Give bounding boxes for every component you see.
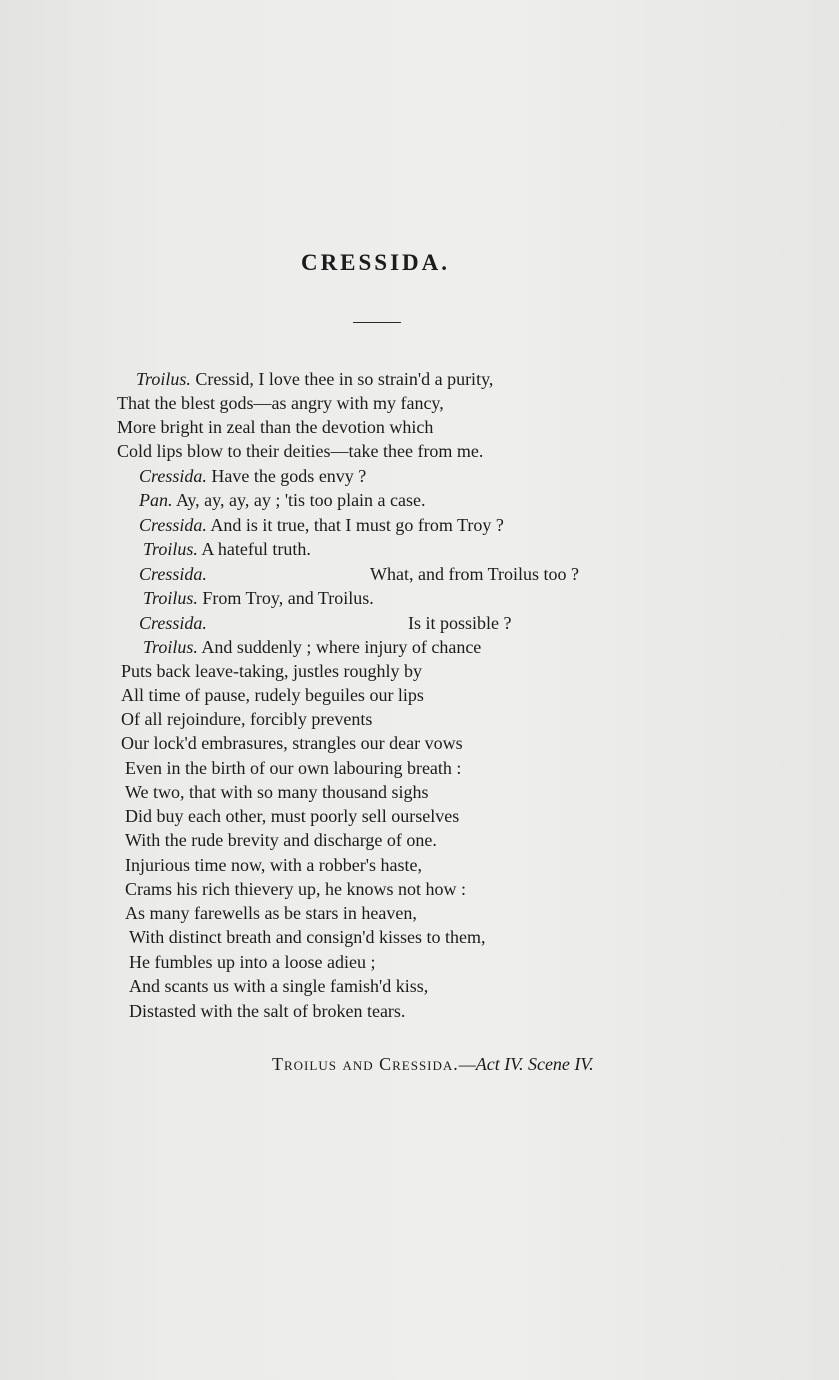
source-dash: — [458,1055,476,1074]
source-citation [272,1054,594,1075]
verse-line [129,974,428,998]
verse-line [136,367,493,391]
speaker-name: Troilus. [136,369,191,389]
line-cue-text: What, and from Troilus too ? [370,564,579,584]
speaker-name: Cressida. [139,613,207,633]
verse-line [143,586,374,610]
line-text: And scants us with a single famish'd kiss, [129,976,429,996]
verse-line [125,901,417,925]
verse-line [125,756,461,780]
verse-line [117,391,444,415]
line-text: Crams his rich thievery up, he knows not how : [125,879,466,899]
line-text: More bright in zeal than the devotion which [117,417,434,437]
verse-line [121,731,463,755]
line-text: And suddenly ; where injury of chance [197,637,482,657]
verse-line [121,659,422,683]
line-text: With the rude brevity and discharge of one. [125,830,437,850]
verse-line [139,513,504,537]
line-text: Ay, ay, ay, ay ; 'tis too plain a case. [172,490,426,510]
speaker-name: Troilus. [143,637,198,657]
verse-line [117,439,483,463]
line-text: And is it true, that I must go from Troy ? [206,515,504,535]
title-rule [353,322,401,323]
verse-line [139,611,207,635]
speaker-name: Cressida. [139,515,207,535]
line-text: We two, that with so many thousand sighs [125,782,429,802]
source-act-scene: Act IV. Scene IV. [475,1054,594,1074]
line-text: Puts back leave-taking, justles roughly by [121,661,422,681]
speaker-name: Cressida. [139,564,207,584]
verse-line [139,488,426,512]
line-text: With distinct breath and consign'd kisses to them, [129,927,486,947]
line-text: Even in the birth of our own labouring breath : [125,758,462,778]
verse-line [129,999,405,1023]
line-cue-text: Is it possible ? [408,613,512,633]
speaker-name: Troilus. [143,539,198,559]
verse-line [125,828,437,852]
line-text: Distasted with the salt of broken tears. [129,1001,406,1021]
line-text: Cressid, I love thee in so strain'd a purity, [190,369,494,389]
speaker-name: Cressida. [139,466,207,486]
line-text: As many farewells as be stars in heaven, [125,903,417,923]
verse-line [139,562,207,586]
verse-line [125,877,466,901]
verse-line [117,415,433,439]
line-text: Of all rejoindure, forcibly prevents [121,709,373,729]
line-text: Did buy each other, must poorly sell ourselves [125,806,460,826]
verse-line [129,925,485,949]
line-text: From Troy, and Troilus. [197,588,374,608]
page-title: CRESSIDA. [300,250,451,275]
verse-line [125,780,429,804]
speaker-name: Troilus. [143,588,198,608]
verse-line [139,464,366,488]
verse-line [143,537,311,561]
speaker-name: Pan. [139,490,173,510]
verse-line [121,707,372,731]
line-text: Have the gods envy ? [206,466,367,486]
verse-line [129,950,375,974]
verse-line [121,683,424,707]
line-text: He fumbles up into a loose adieu ; [129,952,376,972]
line-text: A hateful truth. [197,539,311,559]
verse-line [125,804,459,828]
line-text: Our lock'd embrasures, strangles our dear vows [121,733,463,753]
line-text: Injurious time now, with a robber's haste, [125,855,423,875]
source-work: Troilus and Cressida. [272,1054,459,1074]
verse-line [125,853,422,877]
line-text: All time of pause, rudely beguiles our lips [121,685,424,705]
line-text: Cold lips blow to their deities—take thee from me. [117,441,484,461]
line-text: That the blest gods—as angry with my fancy, [117,393,444,413]
verse-line [143,635,481,659]
